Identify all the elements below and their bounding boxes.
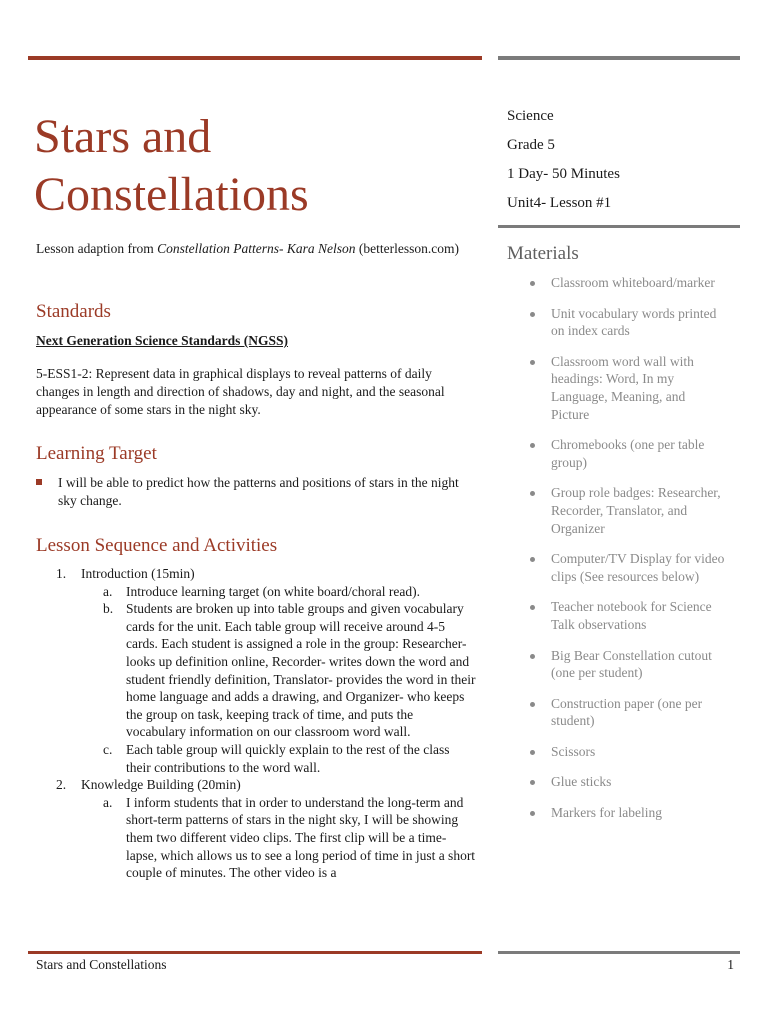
bullet-dot-icon — [530, 780, 535, 785]
sequence-subitem — [36, 794, 476, 882]
bullet-dot-icon — [530, 654, 535, 659]
adaption-suffix: (betterlesson.com) — [355, 241, 459, 256]
material-item — [526, 436, 726, 471]
material-item — [526, 773, 726, 791]
material-item — [526, 353, 726, 423]
bullet-dot-icon — [530, 312, 535, 317]
adaption-prefix: Lesson adaption from — [36, 241, 158, 256]
sequence-item-text: Knowledge Building (20min) — [81, 777, 241, 793]
material-item — [526, 305, 726, 340]
lesson-meta — [507, 105, 737, 221]
adaption-source: Constellation Patterns- Kara Nelson — [157, 241, 356, 256]
materials-list — [526, 274, 726, 835]
page-title-line-1: Stars and — [34, 110, 212, 163]
sequence-heading: Lesson Sequence and Activities — [36, 535, 278, 556]
footer-title: Stars and Constellations — [36, 957, 167, 972]
material-text: Group role badges: Researcher, Recorder, Translator, and Organizer — [551, 485, 721, 536]
material-item — [526, 647, 726, 682]
sequence-item-text: Introduction (15min) — [81, 566, 195, 581]
meta-duration: 1 Day- 50 Minutes — [507, 166, 620, 182]
material-text: Construction paper (one per student) — [551, 695, 703, 729]
sequence-subitem-text: Students are broken up into table groups and given vocabulary cards for the unit. Each table group will receive around 4-5 cards. Each student is assigned a role in the group: Researcher- looks up definition online, Recorder- writes down the word and student friendly definition, Translator- provides the word in their home language and adds a drawing, and Organizer- who keeps the group on task, keeping track of time, and puts the vocabulary information on our classroom word wall. — [126, 601, 476, 740]
sequence-item-number: 1. — [56, 566, 67, 581]
bullet-dot-icon — [530, 443, 535, 448]
material-text: Markers for labeling — [551, 805, 662, 821]
material-item — [526, 484, 726, 537]
material-text: Scissors — [551, 743, 596, 759]
sequence-subitem-letter: b. — [103, 601, 114, 617]
standard-text: 5-ESS1-2: Represent data in graphical displays to reveal patterns of daily changes in length and direction of shadows, day and night, and the seasonal appearance of some stars in the night sky. — [36, 366, 445, 417]
material-item — [526, 550, 726, 585]
sequence-item — [36, 776, 476, 794]
page-title-line-2: Constellations — [34, 168, 309, 221]
material-text: Teacher notebook for Science Talk observations — [551, 599, 712, 632]
bullet-dot-icon — [530, 281, 535, 286]
sequence-subitem-letter: a. — [103, 794, 113, 810]
meta-subject: Science — [507, 108, 554, 124]
header-rule-right — [498, 56, 740, 60]
sequence-subitem-text: Each table group will quickly explain to the rest of the class their contributions to the word wall. — [126, 741, 450, 775]
material-item — [526, 274, 726, 292]
material-text: Classroom word wall with headings: Word, In my Language, Meaning, and Picture — [551, 353, 694, 422]
meta-grade: Grade 5 — [507, 137, 555, 153]
learning-target-list — [36, 474, 476, 510]
material-item — [526, 695, 726, 730]
sequence-item-number: 2. — [56, 777, 67, 793]
sequence-subitem-text: Introduce learning target (on white board/choral read). — [126, 583, 421, 599]
bullet-dot-icon — [530, 491, 535, 496]
material-text: Big Bear Constellation cutout (one per student) — [551, 647, 712, 681]
header-rule-left — [28, 56, 482, 60]
sequence-item — [36, 565, 476, 583]
learning-target-item — [36, 474, 476, 510]
ngss-label: Next Generation Science Standards (NGSS) — [36, 333, 288, 348]
page-title — [34, 108, 474, 224]
footer-rule-left — [28, 951, 482, 954]
sequence-subitem — [36, 741, 476, 776]
footer-rule-right — [498, 951, 740, 954]
bullet-dot-icon — [530, 605, 535, 610]
sequence-subitem — [36, 583, 476, 601]
page-number: 1 — [727, 957, 734, 972]
learning-target-heading: Learning Target — [36, 443, 157, 464]
material-item — [526, 743, 726, 761]
bullet-dot-icon — [530, 360, 535, 365]
meta-unit: Unit4- Lesson #1 — [507, 195, 612, 211]
sequence-subitem — [36, 600, 476, 741]
bullet-dot-icon — [530, 702, 535, 707]
material-text: Unit vocabulary words printed on index cards — [551, 305, 717, 339]
standards-heading: Standards — [36, 301, 111, 322]
material-text: Glue sticks — [551, 774, 612, 790]
material-text: Classroom whiteboard/marker — [551, 275, 715, 290]
material-text: Chromebooks (one per table group) — [551, 437, 705, 470]
adaption-note — [36, 240, 476, 258]
material-item — [526, 804, 726, 822]
materials-heading: Materials — [507, 243, 579, 264]
bullet-dot-icon — [530, 750, 535, 755]
learning-target-text: I will be able to predict how the patterns and positions of stars in the night sky change. — [58, 475, 459, 508]
bullet-dot-icon — [530, 557, 535, 562]
square-bullet-icon — [36, 479, 42, 485]
sequence-subitem-letter: a. — [103, 583, 113, 599]
sequence-subitem-text: I inform students that in order to understand the long-term and short-term patterns of stars in the night sky, I will be showing them two different video clips. The first clip will be a time-lapse, which allows us to see a long period of time in just a short couple of minutes. The other video is a — [126, 794, 476, 881]
sequence-list — [36, 565, 476, 882]
material-text: Computer/TV Display for video clips (See resources below) — [551, 551, 725, 584]
material-item — [526, 598, 726, 633]
bullet-dot-icon — [530, 811, 535, 816]
sequence-subitem-letter: c. — [103, 741, 113, 757]
sidebar-divider — [498, 225, 740, 228]
